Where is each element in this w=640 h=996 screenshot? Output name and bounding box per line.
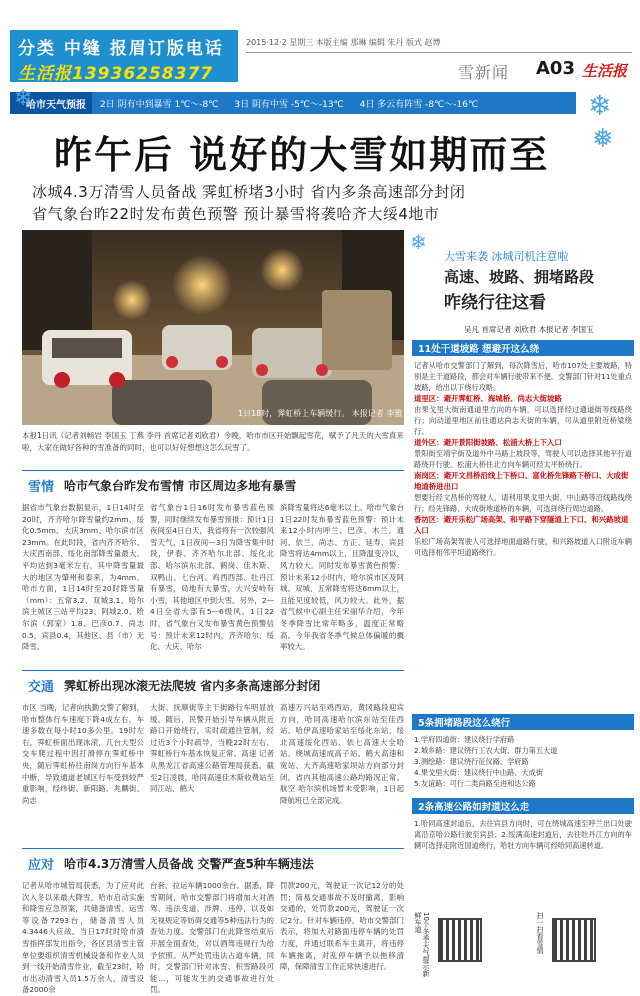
news-photo bbox=[22, 230, 413, 425]
route-heading: 道里区：避开霁虹桥、海城桥、尚志大街坡路 bbox=[414, 394, 562, 403]
weather-item: 4日 多云有阵雪 -8℃～-16℃ bbox=[359, 99, 479, 110]
section-header bbox=[28, 854, 404, 872]
route-text: 乐松广场高架驾驶人可选择地面道路行驶，和兴路坡道入口附近车辆可选择相邻平坦道路绕行。 bbox=[414, 537, 632, 557]
section-header bbox=[28, 476, 404, 494]
qr-caption: 扫一扫看雪情 bbox=[536, 912, 544, 954]
section-tag: 雪情 bbox=[28, 479, 55, 495]
sidebar-kicker: 大雪来袭 冰城司机注意啦 bbox=[444, 250, 569, 263]
weather-title: 哈市天气预报 bbox=[10, 92, 92, 114]
route-text: 景阳街至靖宇街及道外中马路上坡段等，驾驶人可以选择其他平行道路绕开行驶。松浦大桥往北方向车辆可经太平桥绕行。 bbox=[414, 449, 632, 469]
byline: 吴凡 首席记者 刘欣君 本报记者 李国玉 bbox=[464, 325, 594, 334]
weather-bar bbox=[10, 92, 576, 114]
section-tag: 交通 bbox=[28, 679, 55, 695]
article-column: 记者从哈市城管局获悉，为了应对此次入冬以来最大降雪，哈市启动实施和降雪应急预案，共储备清雪、运雪等设备7293台，储备清雪人员4.3446人应战。当日17时时哈市清雪指挥部发出指令，各区县清雪主管单位要组织清雪机械设备和作业人员到一线开始清雪作业，截至23时，哈市出动清雪人员1.5万余人，清雪设备2000余 bbox=[22, 881, 144, 995]
article-column: 市区 当晚，记者向执勤交警了解到，哈市整体行车速度下降4成左右，车速多数在每小时10多公里。19时左右，霁虹桥面出现冰滚，几台大型公交车爬过程中因打滑停在霁虹桥中央，随后霁虹桥往南岗方向行车基本中断，导致通道老城区行车受到较严重影响，经纬街、新阳路、兆麟街、尚志 bbox=[22, 703, 144, 805]
intro-text: 记者从哈市交警部门了解到，每次降雪后，哈市107处主要坡路，特别是主干道路段，都会对车辆行驶带来不便。交警部门针对11处重点坡路，给出以下绕行攻略。 bbox=[414, 361, 632, 392]
divider bbox=[22, 470, 404, 471]
page-number: A03 bbox=[536, 58, 575, 79]
route-text: 由果戈里大街南通道里方向的车辆，可以选择经过通道街等线路绕行；向动道里地区前往通达尚志大街的车辆，可从道里附近桥梁绕行。 bbox=[414, 405, 632, 436]
jam-item: 2.城乡路：建议绕行工农大街、群力第五大道 bbox=[414, 746, 558, 755]
snowflake-icon: ❄ bbox=[588, 89, 612, 122]
dateline: 2015·12·2 星期三 本版主编 那琳 编辑 朱丹 版式 赵博 bbox=[246, 38, 441, 47]
snowflake-icon: ❄ bbox=[14, 86, 33, 111]
photo-caption: 本报1日讯（记者刘畅岩 李国玉 丁燕 李丹 首席记者刘欣君）今晚，哈市市区开始飘起雪花，赋予了凡天的大雪真来啦，大家在做好各种的雪准备的同时，也可以好好想想这怎么玩雪了。 bbox=[22, 431, 404, 452]
jam-item: 4.果戈里大街：建议绕行中山路、大成街 bbox=[414, 768, 544, 777]
section-bar: 2条高速公路如封道这么走 bbox=[412, 798, 634, 814]
section-title: 霁虹桥出现冰滚无法爬坡 省内多条高速部分封闭 bbox=[64, 678, 321, 693]
sidebar-title-2: 咋绕行往这看 bbox=[444, 293, 546, 313]
photo-credit: 1日18时，霁虹桥上车辆缓行。 本报记者 李雅 摄 bbox=[238, 409, 413, 418]
section-tag: 应对 bbox=[28, 857, 55, 873]
route-heading: 南岗区：避开文昌桥沿线上下桥口、富化桥先锋路下桥口、大成街地道桥进出口 bbox=[414, 471, 629, 491]
section-bar: 5条拥堵路段这么绕行 bbox=[412, 714, 634, 730]
route-list bbox=[414, 360, 632, 712]
paper-logo: 生活报 bbox=[582, 62, 628, 80]
traffic-photo-image bbox=[22, 230, 404, 425]
qr-caption: 10个冬季天气提示新鲜车道 bbox=[414, 912, 430, 977]
jam-item: 1.学府四道街：建议绕行学府路 bbox=[414, 735, 515, 744]
qr-code-icon[interactable] bbox=[552, 918, 596, 962]
route-heading: 道外区：避开景阳街坡路、松浦大桥上下入口 bbox=[414, 438, 562, 447]
jam-item: 5.友谊路：可行二类尚路至进和达公路 bbox=[414, 779, 536, 788]
divider bbox=[22, 670, 404, 671]
section-name: 雪新闻 bbox=[458, 63, 510, 82]
snowflake-icon: ❅ bbox=[592, 124, 614, 154]
route-heading: 香坊区：避开乐松广场高架、和平路下穿隧道上下口、和兴路坡道入口 bbox=[414, 515, 629, 535]
section-title: 哈市气象台昨发布雪情 市区周边多地有暴雪 bbox=[64, 478, 297, 493]
subheadline-2: 省气象台昨22时发布黄色预警 预计暴雪将袭哈齐大绥4地市 bbox=[32, 205, 440, 223]
article-column: 据省市气象台数据显示，1日14时至20时，齐齐哈尔降雪量约2mm、绥化0.5mm、大庆3mm、哈尔滨市区23mm。在此时段，省内齐齐哈尔、大庆西南部、绥化南部降雪量最大。平均达到3毫米左右，其中降雪量最大的地区为肇州和泰来，为4mm。哈市方面，1日14时至20时降雪量（mm）：五常3.2、双城3.1、哈尔滨主城区三站平均23、阿城2.0、哈尔滨（郭家）1.8、巴彦0.7、尚志0.5，宾县0.4，其他区、县（市）无降雪。 bbox=[22, 503, 144, 652]
divider bbox=[246, 52, 632, 53]
section-title: 哈市4.3万清雪人员备战 交警严查5种车辆违法 bbox=[64, 856, 314, 871]
article-column: 大街、抚顺街等主干街路行车明显放缓。随后，民警开始引导车辆从附近路口开始绕行，实时疏通往管制，经过近3个小时疏导，当晚22时左右，霁虹桥行车基本恢复正常。高速 记者从黑龙江省高速公路管理局获悉，截至2日凌晨，哈同高速佳木斯收费站至同江站、鹤大 bbox=[150, 703, 274, 794]
article-column: 罚款200元，驾驶证一次记12分的处罚；简易交通事故不及时撤离，影响交通的，处罚款200元，驾驶证一次记2分。针对车辆违停，哈市交警部门表示，将加大对路面违停车辆的处罚力度，并通过联系车主离开，将违停车辆拖离，对乱停车辆予以拖移清障，保障清雪工作正常快速进行。 bbox=[280, 881, 404, 972]
jam-item: 3.测绘路：建议绕行征仪路、学府路 bbox=[414, 757, 529, 766]
article-column: 台套，拉运车辆1000余台。据悉，降雪期间，哈市交警部门将增加大对酒驾、违法变道、涉牌、违停，以及如无视规定等妨碍交通等5种违法行为的查处力度。交警部门在此降雪结束后开展全面查处，对以酒驾违规行为给予依照。从严处罚违法占道车辆，同时，交警部门针对冰雪、积雪路段可能...，可能发生的交通事故进行处罚。 bbox=[150, 881, 274, 995]
jam-list bbox=[414, 734, 632, 789]
article-column: 省气象台1日16时发布暴雪蓝色预警，同时继续发布暴雪预报：预计1日夜间至4日白天，我省将有一次较强风雪天气，1日夜间—3日为降雪集中时段，伊春、齐齐哈尔北部、绥化北部、哈尔滨东北部、鹤岗、佳木斯、双鸭山、七台河、鸡西西部、牡丹江有暴雪，局地有大暴雪，大兴安岭有小雪，其他地区中到大雪。另外，2—4日全省大部有5—6级风。1日22时，省气象台又发布暴雪黄色预警信号：预计未来12时内，齐齐哈尔、绥化、大庆、哈尔 bbox=[150, 503, 274, 652]
highway-text: 1.哈同高速封道后，去往宾县方向时，可在绕城高速至呼兰出口处驶离沿京哈公路行驶至宾县；2.绥满高速封道后，去往牡丹江方向的车辆可选择走附近国道绕行，哈牡方向车辆可经哈同高速转道。 bbox=[414, 819, 632, 850]
article-column: 滨降雪量将达6毫米以上。哈市气象台1日22时发布暴雪蓝色预警：预计未来12小时内呼兰、巴彦、木兰、通河、依兰、尚志、方正、延寿、宾县降雪将达4mm以上，且降温变冷以，风力较大。同时发布暴雪黄色预警：预计未来12小时内，哈尔滨市区及阿城、双城、五常降雪将达6mm以上，且能见度较低，风力较大。此外，据省气候中心副主任宋丽华介绍，今年冬季降雪比常年略多，温度正常略高。今年我省冬季气候总体偏暖的概率较大。 bbox=[280, 503, 404, 652]
ad-line1: 分类 中缝 报眉订版电话 bbox=[18, 39, 224, 59]
section-header bbox=[28, 676, 404, 694]
divider bbox=[22, 848, 404, 849]
qr-code-icon[interactable] bbox=[438, 918, 482, 962]
subheadline-1: 冰城4.3万清雪人员备战 霁虹桥堵3小时 省内多条高速部分封闭 bbox=[32, 183, 466, 201]
article-column: 高速万兴站至鸡西站，黄冈路段迎宾方向，哈同高速哈尔滨东站至佳西站、哈伊高速哈家站至绥化东站、绥北高速绥化西站、依七高速大全哈站、绕城高速成高子站、鹤大高速和宽站、大齐高速哈家坝站方向部分封闭。省内其他高速公路均路况正常。航空 哈尔滨机场暂未受影响，1日起降航班已全部完成。 bbox=[280, 703, 404, 805]
ad-phone: 生活报13936258377 bbox=[18, 64, 214, 84]
section-bar: 11处干道坡路 想避开这么绕 bbox=[412, 340, 634, 356]
headline: 昨午后 说好的大雪如期而至 bbox=[54, 133, 550, 177]
weather-item: 3日 阴有中雪 -5℃～-13℃ bbox=[234, 99, 344, 110]
snowflake-icon: ❄ bbox=[410, 230, 427, 254]
weather-item: 2日 阴有中到暴雪 1℃～-8℃ bbox=[100, 99, 219, 110]
ad-banner bbox=[10, 30, 238, 82]
route-text: 想要行经文昌桥的驾驶人，请利用果戈里大街、中山路等沿线路线绕行；经先锋路、大成街地道桥的车辆，可选择绕行周边道路。 bbox=[414, 493, 632, 513]
sidebar-title: 高速、坡路、拥堵路段 bbox=[444, 268, 595, 286]
